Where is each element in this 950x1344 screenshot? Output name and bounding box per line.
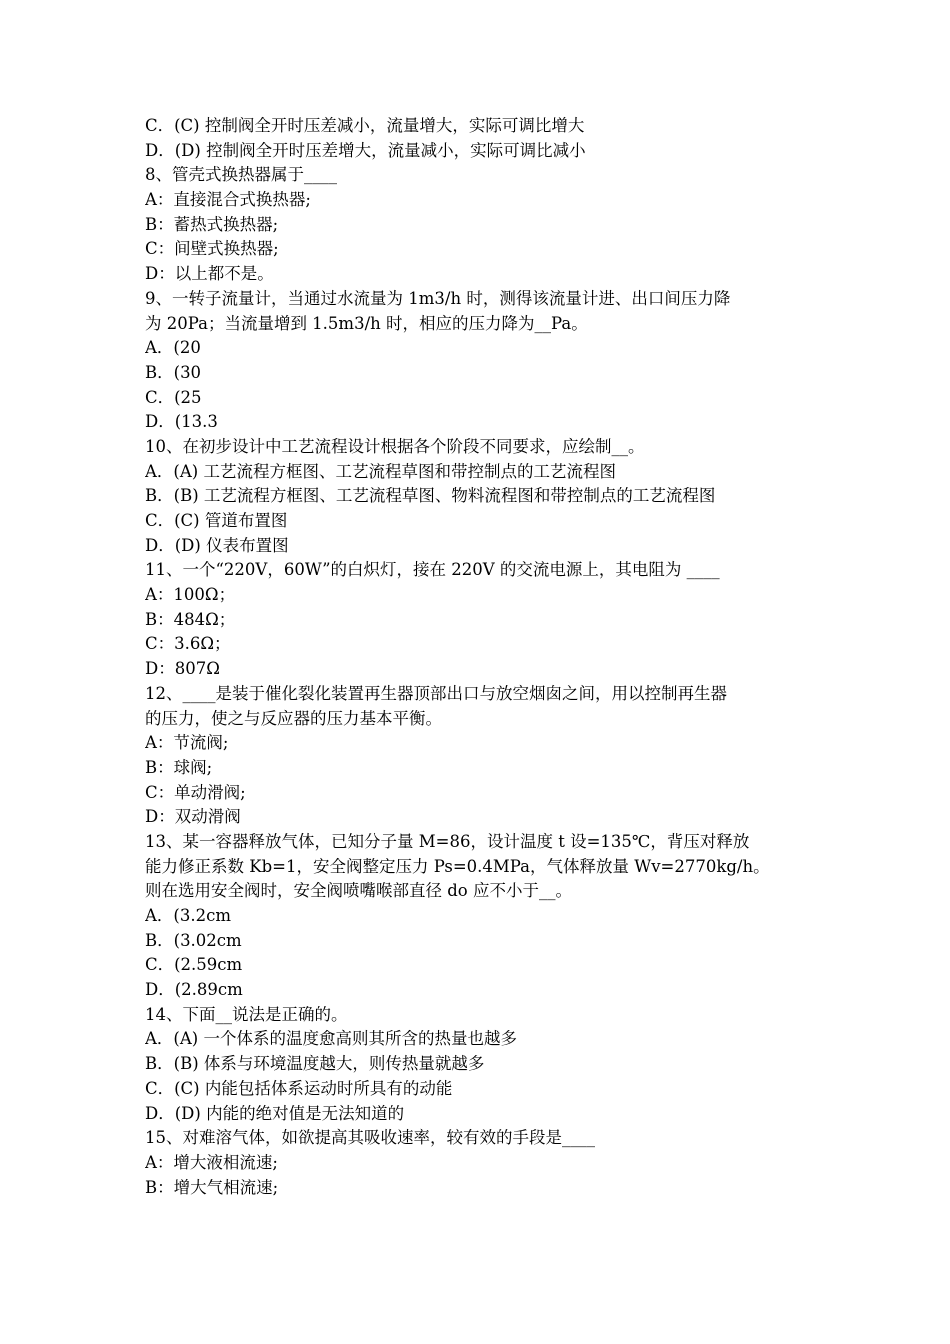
option-line: C．(C) 管道布置图 [145, 511, 288, 530]
option-line: A：节流阀; [145, 733, 229, 753]
question-line: 能力修正系数 Kb=1，安全阀整定压力 Ps=0.4MPa，气体释放量 Wv=2770kg/h。 [145, 856, 770, 876]
question-line: 则在选用安全阀时，安全阀喷嘴喉部直径 do 应不小于__。 [145, 881, 572, 901]
question-line: 9、一转子流量计，当通过水流量为 1m3/h 时，测得该流量计进、出口间压力降 [145, 288, 731, 308]
option-line: A：直接混合式换热器; [145, 190, 311, 210]
option-line: C：单动滑阀; [145, 782, 246, 802]
question-line: 12、____是装于催化裂化装置再生器顶部出口与放空烟囱之间，用以控制再生器 [145, 683, 727, 703]
option-line: C．(25 [145, 387, 202, 407]
option-line: B．(B) 工艺流程方框图、工艺流程草图、物料流程图和带控制点的工艺流程图 [145, 486, 716, 506]
question-line: 15、对难溶气体，如欲提高其吸收速率，较有效的手段是____ [145, 1128, 595, 1148]
question-line: 13、某一容器释放气体，已知分子量 M=86，设计温度 t 设=135℃，背压对释放 [145, 831, 750, 851]
option-line: B．(B) 体系与环境温度越大，则传热量就越多 [145, 1054, 485, 1074]
option-line: A：100Ω； [145, 585, 236, 605]
option-line: A．(3.2cm [145, 906, 231, 925]
option-line: D．(13.3 [145, 412, 218, 432]
option-line: B：球阀; [145, 757, 213, 777]
question-line: 8、管壳式换热器属于____ [145, 165, 337, 185]
option-line: D．(D) 控制阀全开时压差增大，流量减小，实际可调比减小 [145, 140, 586, 160]
option-line: D．(D) 内能的绝对值是无法知道的 [145, 1103, 405, 1123]
option-line: A．(A) 一个体系的温度愈高则其所含的热量也越多 [145, 1029, 517, 1049]
question-line: 14、下面__说法是正确的。 [145, 1004, 348, 1024]
option-line: C．(C) 控制阀全开时压差减小，流量增大，实际可调比增大 [145, 116, 585, 135]
option-line: B．(3.02cm [145, 930, 242, 950]
question-line: 的压力，使之与反应器的压力基本平衡。 [145, 708, 442, 728]
question-line: 11、一个“220V，60W”的白炽灯，接在 220V 的交流电源上，其电阻为 ____ [145, 560, 720, 580]
option-line: B：蓄热式换热器; [145, 214, 279, 234]
option-line: D：以上都不是。 [145, 264, 274, 284]
option-line: B．(30 [145, 362, 202, 382]
option-line: C．(C) 内能包括体系运动时所具有的动能 [145, 1078, 453, 1098]
option-line: C．(2.59cm [145, 955, 243, 975]
option-line: B：增大气相流速; [145, 1177, 279, 1197]
option-line: D．(D) 仪表布置图 [145, 535, 289, 555]
document-body [145, 114, 815, 1200]
option-line: C：3.6Ω； [145, 634, 231, 654]
option-line: C：间壁式换热器; [145, 239, 279, 259]
option-line: A：增大液相流速; [145, 1152, 278, 1172]
question-line: 为 20Pa；当流量增到 1.5m3/h 时，相应的压力降为__Pa。 [145, 313, 588, 333]
question-line: 10、在初步设计中工艺流程设计根据各个阶段不同要求，应绘制__。 [145, 436, 645, 456]
option-line: B：484Ω； [145, 609, 236, 629]
option-line: A．(20 [145, 338, 201, 358]
option-line: D．(2.89cm [145, 980, 243, 1000]
option-line: D：双动滑阀 [145, 807, 241, 827]
option-line: A．(A) 工艺流程方框图、工艺流程草图和带控制点的工艺流程图 [145, 461, 616, 481]
option-line: D：807Ω [145, 659, 220, 679]
